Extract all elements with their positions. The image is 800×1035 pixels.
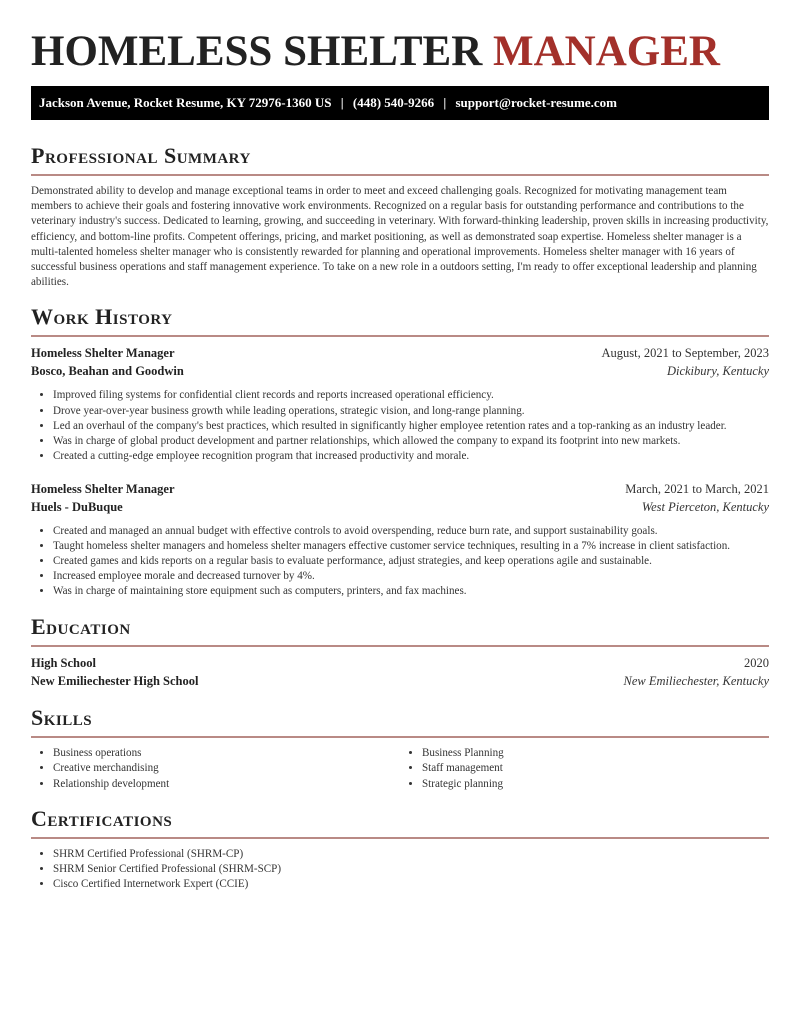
certification-item: • Cisco Certified Internetwork Expert (CCIE) [53, 877, 769, 892]
job-entry [31, 480, 769, 599]
section-divider [31, 837, 769, 839]
section-heading-skills: Skills [31, 705, 93, 731]
skills-columns [31, 738, 769, 791]
skill-item: • Business operations [53, 746, 400, 761]
section-heading-education: Education [31, 614, 131, 640]
list-item: • Created games and kids reports on a regular basis to evaluate performance, adjust strategies, and keep operations agile and sustainable. [53, 554, 769, 569]
work-history-section [31, 303, 769, 599]
education-section [31, 613, 769, 690]
section-heading-summary: Professional Summary [31, 143, 251, 168]
list-item: • Led an overhaul of the company's best practices, which resulted in significantly higher employee retention rates and a top-ranking as an industry leader. [53, 419, 769, 434]
list-item: • Was in charge of global product development and partner relationships, which allowed the company to expand its footprint into new markets. [53, 434, 769, 449]
education-row [31, 654, 769, 672]
summary-text: Demonstrated ability to develop and manage exceptional teams in order to meet and exceed challenging goals. Recognized for motivating management team members to achieve their goals and fostering innovative work environments. Recognized on a regular basis for outstanding performance and contributions to the veterinary industry's success. Dedicated to learning, growing, and succeeding in veterinary. With forward-thinking leadership, proven skills in increasing productivity, efficiency, and bottom-line profits. Competent offerings, pricing, and market positioning, as well as demonstrated soap expertise. Homeless shelter manager is a multi-talented homeless shelter manager who is consistently rewarded for planning and operational improvements. Homeless shelter manager with 16 years of successful business operations and staff management experience. To take on a new role in a outdoors setting, I'm ready to offer exceptional leadership and planning abilities. [31, 185, 769, 289]
education-school: New Emiliechester High School [31, 674, 199, 689]
list-item: • Increased employee morale and decreased turnover by 4%. [53, 569, 769, 584]
education-entry [31, 654, 769, 690]
job-dates: March, 2021 to March, 2021 [625, 481, 769, 496]
job-company-row [31, 362, 769, 380]
contact-phone[interactable]: (448) 540-9266 [352, 95, 435, 110]
skill-item: • Staff management [422, 761, 769, 776]
section-heading-work-history: Work History [31, 304, 173, 330]
skill-item: • Relationship development [53, 777, 400, 792]
section-divider [31, 645, 769, 647]
job-location: Dickibury, Kentucky [666, 364, 769, 379]
job-header-row [31, 480, 769, 498]
job-bullets [31, 388, 769, 463]
job-company-row [31, 498, 769, 516]
job-title: Homeless Shelter Manager [31, 346, 175, 361]
list-item: • Was in charge of maintaining store equipment such as computers, printers, and fax machines. [53, 584, 769, 599]
list-item: • Improved filing systems for confidential client records and reports increased operational efficiency. [53, 388, 769, 403]
education-year: 2020 [744, 656, 769, 671]
skills-list-left [31, 746, 400, 791]
section-divider [31, 335, 769, 337]
list-item: • Drove year-over-year business growth while leading operations, strategic vision, and long-range planning. [53, 404, 769, 419]
certifications-list [31, 847, 769, 892]
certifications-section [31, 805, 769, 892]
contact-separator: | [443, 95, 447, 110]
job-company: Bosco, Beahan and Goodwin [31, 364, 184, 379]
job-title: Homeless Shelter Manager [31, 481, 175, 496]
skill-item: • Strategic planning [422, 777, 769, 792]
skills-list-right [400, 746, 769, 791]
title-main: HOMELESS SHELTER [31, 28, 483, 75]
contact-bar [31, 86, 769, 120]
skill-item: • Business Planning [422, 746, 769, 761]
section-heading-certifications: Certifications [31, 805, 173, 831]
resume-title [31, 0, 769, 82]
contact-address: Jackson Avenue, Rocket Resume, KY 72976-1360 US [39, 95, 332, 110]
education-location: New Emiliechester, Kentucky [623, 674, 769, 689]
education-degree: High School [31, 656, 96, 671]
summary-section [31, 142, 769, 290]
job-header-row [31, 344, 769, 362]
job-location: West Pierceton, Kentucky [641, 499, 769, 514]
education-school-row [31, 672, 769, 690]
list-item: • Taught homeless shelter managers and homeless shelter managers effective customer service techniques, resulting in a 7% increase in client satisfaction. [53, 539, 769, 554]
list-item: • Created a cutting-edge employee recognition program that increased productivity and morale. [53, 449, 769, 464]
list-item: • Created and managed an annual budget with effective controls to avoid overspending, reduce burn rate, and support sustainability goals. [53, 524, 769, 539]
contact-email[interactable]: support@rocket-resume.com [455, 95, 617, 110]
contact-separator: | [340, 95, 344, 110]
title-accent: MANAGER [493, 28, 720, 75]
certification-item: • SHRM Senior Certified Professional (SHRM-SCP) [53, 862, 769, 877]
job-company: Huels - DuBuque [31, 499, 123, 514]
skill-item: • Creative merchandising [53, 761, 400, 776]
section-divider [31, 174, 769, 176]
job-bullets [31, 524, 769, 599]
skills-section [31, 704, 769, 791]
job-dates: August, 2021 to September, 2023 [601, 346, 769, 361]
job-entry [31, 344, 769, 463]
certification-item: • SHRM Certified Professional (SHRM-CP) [53, 847, 769, 862]
